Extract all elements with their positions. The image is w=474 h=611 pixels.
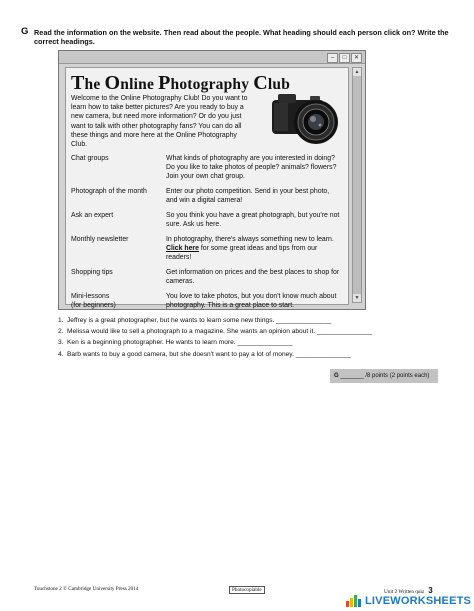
footer-copyright: Touchstone 2 © Cambridge University Press 2014: [34, 586, 139, 592]
section-description: Enter our photo competition. Send in your best photo, and win a digital camera!: [166, 188, 330, 205]
site-sections: [71, 154, 341, 316]
maximize-icon[interactable]: □: [339, 53, 350, 63]
section-description: What kinds of photography are you interested in doing? Do you like to take photos of people? animals? flowers? Join your own chat group.: [166, 155, 337, 181]
score-box: [330, 369, 438, 383]
section-description: Get information on prices and the best places to shop for cameras.: [166, 269, 340, 286]
click-here-link[interactable]: Click here: [166, 245, 199, 253]
question-item[interactable]: 1. Jeffrey is a great photographer, but he wants to learn some new things. _______________: [58, 317, 332, 324]
scrollbar[interactable]: [352, 67, 362, 303]
question-item[interactable]: 2. Melissa would like to sell a photograph to a magazine. She wants an opinion about it. _______________: [58, 328, 372, 336]
scroll-up-icon[interactable]: ▲: [354, 69, 360, 75]
section-heading[interactable]: Shopping tips: [71, 269, 113, 277]
section-row[interactable]: [71, 235, 341, 263]
scroll-down-icon[interactable]: ▼: [354, 295, 360, 301]
section-heading[interactable]: Monthly newsletter: [71, 235, 129, 243]
footer-unit: Unit 2 Written quiz 3: [384, 586, 433, 595]
section-row[interactable]: [71, 268, 341, 286]
section-description: In photography, there's always something new to learn. Click here for some great ideas and tips from our readers!: [166, 235, 334, 262]
footer-photocopiable: Photocopiable: [229, 586, 265, 594]
brand-text: LIVEWORKSHEETS: [365, 595, 472, 607]
site-title: The Online Photography Club: [71, 72, 291, 94]
minimize-icon[interactable]: –: [327, 53, 338, 63]
section-description: So you think you have a great photograph, but you're not sure. Ask us here.: [166, 212, 340, 229]
question-list: [58, 317, 458, 362]
camera-icon: [262, 86, 346, 152]
website-content: [65, 67, 349, 310]
instructions: [21, 26, 454, 46]
window-title-bar: [59, 51, 365, 64]
liveworksheets-logo[interactable]: [346, 594, 471, 608]
instructions-text: Read the information on the website. Then read about the people. What heading should each person click on? Write the correct headings.: [34, 28, 449, 46]
section-row[interactable]: [71, 187, 341, 205]
question-item[interactable]: 4. Barb wants to buy a good camera, but she doesn't want to pay a lot of money. _______________: [58, 350, 351, 358]
section-heading[interactable]: Photograph of the month: [71, 188, 147, 196]
section-description: You love to take photos, but you don't know much about photography. This is a great place to start.: [166, 292, 337, 310]
section-row[interactable]: [71, 292, 341, 310]
section-heading[interactable]: Mini-lessons (for beginners): [71, 292, 116, 310]
section-row[interactable]: [71, 154, 341, 182]
liveworksheets-icon: [346, 595, 362, 607]
welcome-text: Welcome to the Online Photography Club! Do you want to learn how to take better pictures? Are you ready to buy a new camera, but need more information? Or do you just want to talk with other photography fans? You can do all these things and more here at the Online Photography Club.: [71, 95, 248, 149]
score-letter: G: [334, 373, 339, 379]
score-text: _______ /8 points (2 points each): [340, 373, 430, 379]
section-heading[interactable]: Ask an expert: [71, 212, 114, 220]
section-row[interactable]: [71, 211, 341, 229]
question-item[interactable]: 3. Ken is a beginning photographer. He wants to learn more. _______________: [58, 339, 293, 347]
page-number: 3: [428, 586, 433, 595]
section-heading[interactable]: Chat groups: [71, 155, 109, 162]
close-icon[interactable]: ✕: [351, 53, 362, 63]
browser-window: [58, 50, 366, 310]
section-letter: G: [21, 26, 29, 37]
